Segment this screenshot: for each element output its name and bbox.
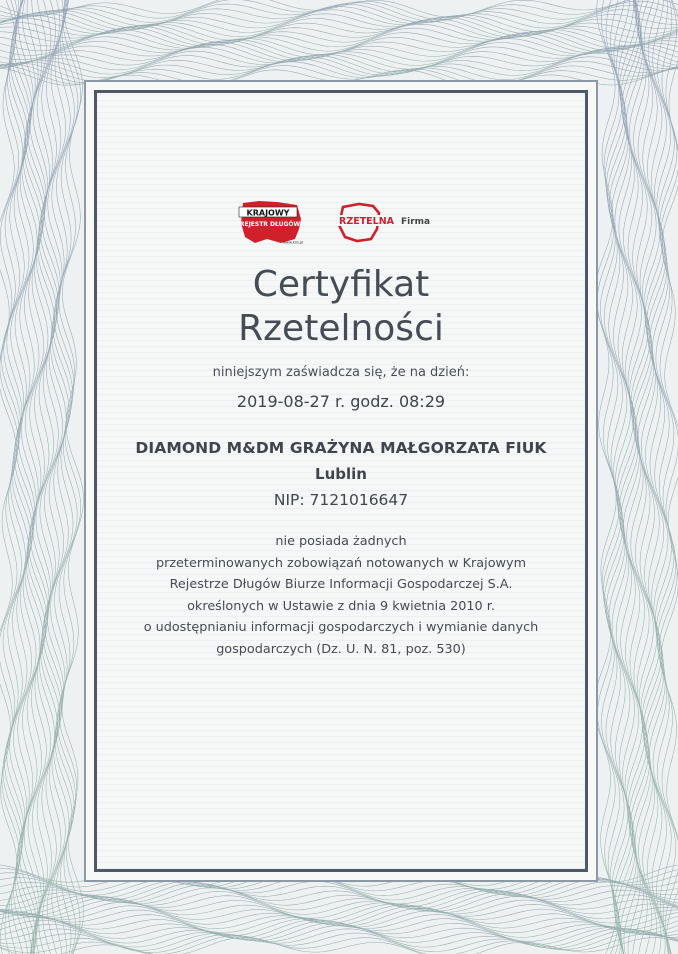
krd-logo-line1: KRAJOWY <box>246 208 290 218</box>
krd-logo <box>237 199 307 245</box>
rzetelna-logo-word2: Firma <box>401 217 431 227</box>
rzetelna-firma-logo <box>333 199 445 245</box>
statement-line: o udostępnianiu informacji gospodarczych i wymianie danych <box>143 620 539 635</box>
certificate-date: 2019-08-27 r. godz. 08:29 <box>236 392 446 411</box>
krd-logo-url: www.krd.pl <box>283 240 303 245</box>
title-line-2: Rzetelności <box>238 308 444 349</box>
statement-line: Rejestrze Długów Biurze Informacji Gospodarczej S.A. <box>169 577 513 592</box>
statement-line: przeterminowanych zobowiązań notowanych w Krajowym <box>155 555 527 571</box>
certificate-panel <box>84 80 598 882</box>
company-name: DIAMOND M&DM GRAŻYNA MAŁGORZATA FIUK <box>135 439 547 457</box>
statement-line: gospodarczych (Dz. U. N. 81, poz. 530) <box>216 641 466 657</box>
certificate-content <box>97 263 585 660</box>
statement-line: nie posiada żadnych <box>275 534 407 549</box>
intro-text: niniejszym zaświadcza się, że na dzień: <box>212 365 470 380</box>
company-nip: NIP: 7121016647 <box>273 491 409 509</box>
statement-line: określonych w Ustawie z dnia 9 kwietnia 2010 r. <box>187 598 495 614</box>
certificate-statement <box>97 531 585 660</box>
company-city: Lublin <box>315 465 367 483</box>
logo-row <box>97 197 585 247</box>
title-line-1: Certyfikat <box>252 264 430 305</box>
certificate-inner-frame <box>94 90 588 872</box>
krd-logo-line2: REJESTR DŁUGÓW <box>239 221 301 228</box>
certificate-title <box>97 263 585 351</box>
rzetelna-logo-word1: RZETELNA <box>339 216 395 227</box>
